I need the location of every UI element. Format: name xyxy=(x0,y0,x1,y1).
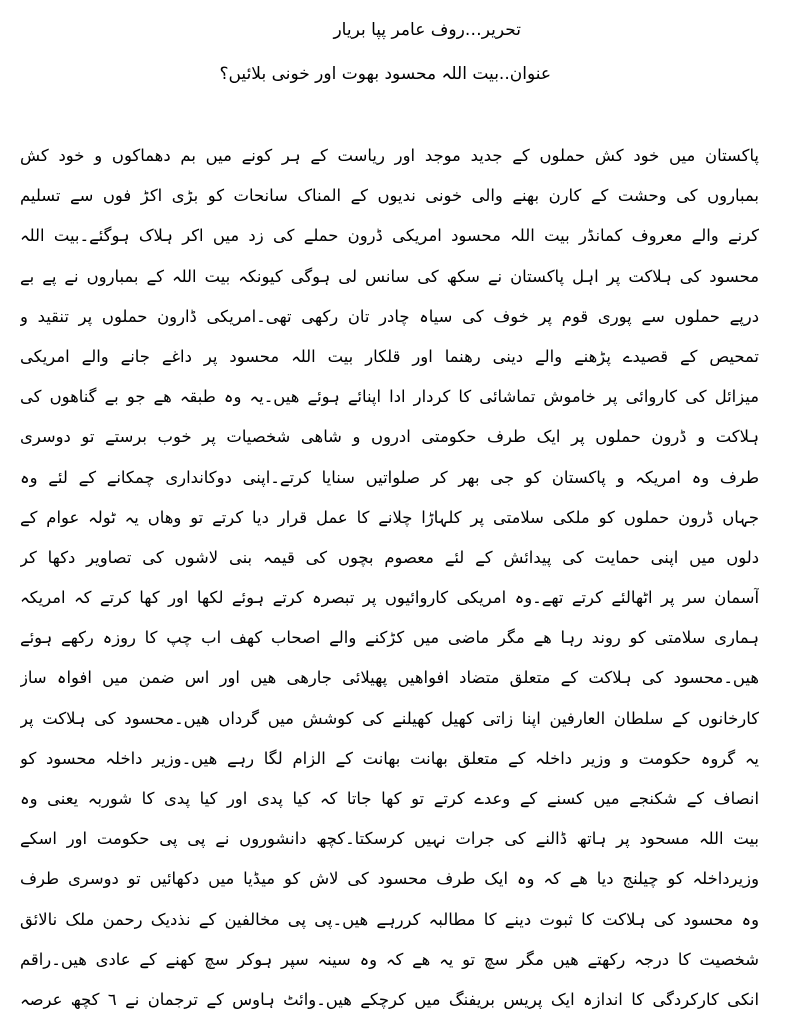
body-line: تمحیص کے قصیدے پڑھنے والے دینی رھنما اور قلکار بیت اللہ محسود پر داغے جانے والے امریکی xyxy=(20,346,759,366)
body-line: ہماری سلامتی کو روند رہا ھے مگر ماضی میں کڑکنے والے اصحاب کھف اب چپ کا روزہ رکھے ہوئے xyxy=(20,628,759,648)
body-line: کارخانوں کے سلطان العارفین اپنا زاتی کھیل کھیلنے کی کوشش میں گرداں ھیں۔محسود کی ہلاکت پر xyxy=(20,708,759,728)
body-line: طرف وہ امریکہ و پاکستان کو جی بھر کر صلواتیں سنایا کرتے۔اپنی دوکانداری چمکانے کے لئے وہ xyxy=(20,467,759,487)
article-body xyxy=(20,136,759,1020)
body-line: محسود کی ہلاکت پر اہل پاکستان نے سکھ کی سانس لی ہوگی کیونکہ بیت اللہ کے بمباروں نے پے بے xyxy=(20,266,759,286)
author-byline: تحریر…روف عامر پپا بریار xyxy=(333,20,521,40)
body-line: دلوں میں اپنی حمایت کی پیدائش کے لئے معصوم بچوں کی قیمہ بنی لاشوں کی تصاویر دکھا کر xyxy=(20,547,759,567)
body-line: وزیرداخلہ کو چیلنج دیا ھے کہ وہ ایک طرف محسود کی لاش کو میڈیا میں دکھائیں تو دوسری طرف xyxy=(20,869,759,889)
body-line: آسمان سر پر اٹھالئے کرتے تھے۔وہ امریکی کاروائیوں پر تبصرہ کرتے ہوئے لکھا اور کھا کرتے کہ امریکہ xyxy=(20,588,759,608)
body-line: وہ محسود کی ہلاکت کا ثبوت دینے کا مطالبہ کررہے ھیں۔پی پی مخالفین کے نذدیک رحمن ملک نالائق xyxy=(20,909,759,929)
body-line: شخصیت کا درجہ رکھتے ھیں مگر سچ تو یہ ھے کہ وہ سینہ سپر ہوکر سچ کھنے کے عادی ھیں۔راقم xyxy=(20,949,759,969)
body-line: میزائل کی کاروائی پر خاموش تماشائی کا کردار ادا اپنائے ہوئے ھیں۔یہ وہ طبقہ ھے جو بے گناھوں کی xyxy=(20,387,759,407)
body-line: ھیں۔محسود کی ہلاکت کے متعلق متضاد افواھیں پھیلائی جارھی ھیں اور اس ضمن میں افواہ ساز xyxy=(20,668,759,688)
body-line: انصاف کے شکنجے میں کسنے کے وعدے کرتے تو کھا جاتا کہ کیا پدی اور کیا پدی کا شوربہ یعنی وہ xyxy=(20,789,759,808)
body-line: جہاں ڈرون حملوں کو ملکی سلامتی پر کلہاڑا چلانے کا عمل قرار دیا کرتے تو وھاں یہ ٹولہ عوام کے xyxy=(20,507,759,527)
body-line: یہ گروہ حکومت و وزیر داخلہ کے متعلق بھانت بھانت کے الزام لگا رہے ھیں۔وزیر داخلہ محسود کو xyxy=(20,748,759,768)
article-subject: عنوان..بیت اللہ محسود بھوت اور خونی بلائیں؟ xyxy=(219,64,551,84)
body-line: درپے حملوں سے پوری قوم پر خوف کی سیاہ چادر تان رکھی تھی۔امریکی ڈارون حملوں پر تنقید و xyxy=(20,306,759,326)
body-line: ہلاکت و ڈرون حملوں پر ایک طرف حکومتی ادروں و شاھی شخصیات پر خوب برستے تو دوسری xyxy=(20,427,759,447)
body-line: بمباروں کی وحشت کے کارن بھنے والی خونی ندیوں کے المناک سانحات کو بڑی اکڑ فوں سے تسلیم xyxy=(20,186,759,206)
body-line: کرنے والے معروف کمانڈر بیت اللہ محسود امریکی ڈرون حملے کی زد میں اکر ہلاک ہوگئے۔بیت اللہ xyxy=(20,226,759,246)
body-line: انکی کارکردگی کا اندازہ ایک پریس بریفنگ میں کرچکے ھیں۔وائٹ ہاوس کے ترجمان نے ٦ کچھ عرصہ xyxy=(20,989,759,1009)
body-line: بیت اللہ مسحود پر ہاتھ ڈالنے کی جرات نہیں کرسکتا۔کچھ دانشوروں نے پی پی حکومت اور اسکے xyxy=(20,829,759,849)
body-line: پاکستان میں خود کش حملوں کے جدید موجد اور ریاست کے ہر کونے میں بم دھماکوں و خود کش xyxy=(20,146,759,165)
